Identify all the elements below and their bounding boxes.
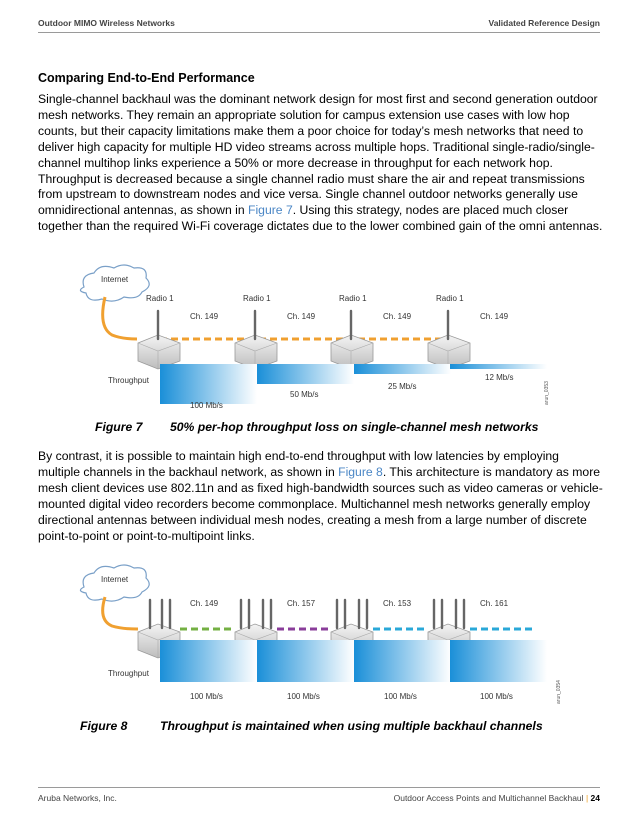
paragraph-2 (38, 449, 604, 544)
throughput-rate-label: 100 Mb/s (190, 401, 223, 410)
footer-separator: | (585, 793, 589, 803)
figure-code: arun_0354 (556, 680, 562, 704)
figure-8-link[interactable]: Figure 8 (338, 464, 383, 479)
figure-7-link[interactable]: Figure 7 (248, 203, 293, 218)
node-box (331, 335, 373, 369)
paragraph-1 (38, 92, 604, 235)
internet-cloud (80, 565, 149, 601)
paragraph-2-text-b: . This architecture is mandatory as more mesh client devices use 802.11n and as fixed high-bandwidth sources such as video cameras or vehicle-mounted digital video recorders become commonplace. Multichannel mesh networks generally employ directional antennas between individual mesh nodes, creating a mesh from a large number of discrete point-to-point or point-to-multipoint links. (38, 464, 603, 543)
paragraph-1-text-b: . Using this strategy, nodes are placed much closer together than the required Wi-Fi coverage dictates due to the lower combined gain of the omni antennas. (38, 203, 603, 234)
radio-label: Radio 1 (436, 294, 464, 303)
throughput-bar (450, 364, 547, 369)
figure-8-caption-text: Throughput is maintained when using multiple backhaul channels (160, 719, 543, 733)
figure-7 (0, 255, 638, 415)
throughput-rate-label: 50 Mb/s (290, 390, 319, 399)
throughput-label: Throughput (108, 669, 149, 678)
figure-8-diagram (0, 556, 638, 716)
throughput-rate-label: 100 Mb/s (190, 692, 223, 701)
throughput-bar (257, 640, 354, 682)
footer-rule (38, 787, 600, 788)
section-title: Comparing End-to-End Performance (38, 71, 255, 85)
throughput-label: Throughput (108, 376, 149, 385)
header-right: Validated Reference Design (488, 18, 600, 28)
mesh-node (428, 311, 470, 369)
paragraph-1-text-a: Single-channel backhaul was the dominant network design for most first and second generation outdoor mesh networks. They remain an appropriate solution for campus extension use cases with low hop counts, but their capacity limitations make them a poor choice for today’s mesh networks that need to deliver high capacity for multiple HD video streams across multiple hops. Traditional single-radio/single-channel multihop links experience a 50% or more decrease in throughput for each network hop. Throughput is decreased because a single channel radio must share the air and repeat transmissions from upstream to downstream nodes and vice versa. Single channel outdoor networks generally use omnidirectional antennas, as shown in (38, 92, 598, 218)
radio-label: Radio 1 (243, 294, 271, 303)
footer-title: Outdoor Access Points and Multichannel Backhaul (393, 793, 584, 803)
throughput-bar (450, 640, 547, 682)
figure-7-caption-text: 50% per-hop throughput loss on single-channel mesh networks (170, 420, 539, 434)
internet-uplink (103, 297, 137, 339)
throughput-rate-label: 100 Mb/s (480, 692, 513, 701)
channel-label: Ch. 157 (287, 599, 316, 608)
channel-label: Ch. 149 (383, 312, 412, 321)
figure-8-caption-number: Figure 8 (80, 719, 128, 733)
radio-label: Radio 1 (339, 294, 367, 303)
channel-label: Ch. 149 (190, 599, 219, 608)
throughput-bar (160, 364, 257, 404)
page-number: 24 (590, 793, 600, 803)
header-rule (38, 32, 600, 33)
throughput-rate-label: 12 Mb/s (485, 373, 514, 382)
header-left: Outdoor MIMO Wireless Networks (38, 18, 175, 28)
internet-uplink (103, 597, 137, 629)
channel-label: Ch. 153 (383, 599, 412, 608)
page-header (38, 14, 600, 30)
throughput-bar (257, 364, 354, 384)
radio-label: Radio 1 (146, 294, 174, 303)
throughput-bar (160, 640, 257, 682)
figure-code: arun_0353 (544, 381, 550, 405)
figure-8 (0, 556, 638, 716)
figure-7-diagram (0, 255, 638, 415)
internet-cloud (80, 265, 149, 301)
footer-left: Aruba Networks, Inc. (38, 793, 117, 803)
throughput-rate-label: 100 Mb/s (384, 692, 417, 701)
node-box (428, 335, 470, 369)
channel-label: Ch. 149 (190, 312, 219, 321)
throughput-rate-label: 25 Mb/s (388, 382, 417, 391)
internet-label: Internet (101, 575, 129, 584)
footer-right (394, 793, 600, 803)
paragraph-2-text-a: By contrast, it is possible to maintain high end-to-end throughput with low latencies by employing multiple channels in the backhaul network, as shown in (38, 449, 559, 479)
channel-label: Ch. 161 (480, 599, 509, 608)
page-footer (38, 793, 600, 807)
throughput-bar (354, 364, 451, 374)
throughput-bar (354, 640, 451, 682)
channel-label: Ch. 149 (480, 312, 509, 321)
channel-label: Ch. 149 (287, 312, 316, 321)
figure-7-caption-number: Figure 7 (95, 420, 143, 434)
internet-label: Internet (101, 275, 129, 284)
throughput-rate-label: 100 Mb/s (287, 692, 320, 701)
